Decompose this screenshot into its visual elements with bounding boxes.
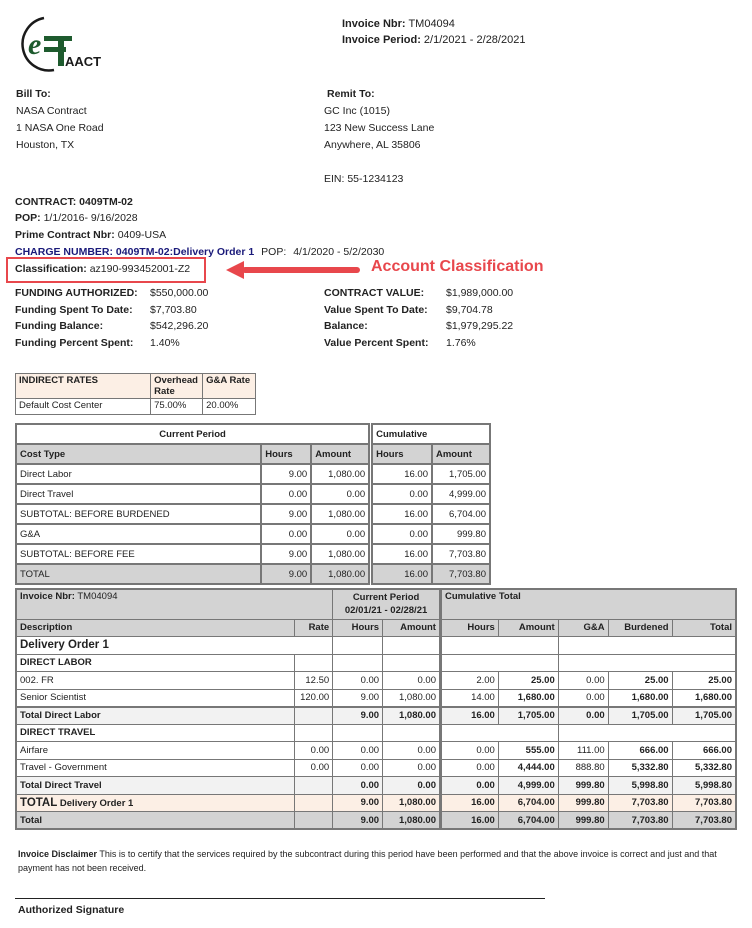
signature-line xyxy=(15,898,545,899)
group-title-row: Delivery Order 1 xyxy=(16,637,736,655)
contract-value-block xyxy=(324,285,513,351)
prime-contract-nbr: Prime Contract Nbr: 0409-USA xyxy=(15,229,167,241)
table-header-row: Current Period Cumulative xyxy=(16,424,490,444)
contract-value-row: CONTRACT VALUE: $1,989,000.00 xyxy=(324,287,514,299)
table-row: Airfare 0.00 0.00 0.00 0.00 555.00 111.00 666.00 666.00 xyxy=(16,742,736,760)
order-total-row: TOTAL Delivery Order 1 9.00 1,080.00 16.00 6,704.00 999.80 7,703.80 7,703.80 xyxy=(16,794,736,812)
funding-block xyxy=(15,285,208,351)
funding-row: FUNDING AUTHORIZED: $550,000.00 xyxy=(15,287,209,299)
ein: EIN: 55-1234123 xyxy=(324,173,404,185)
contract-value-row: Value Spent To Date: $9,704.78 xyxy=(324,303,493,316)
contract-number: CONTRACT: 0409TM-02 xyxy=(15,196,133,208)
annotation-label: Account Classification xyxy=(371,258,544,275)
svg-text:e: e xyxy=(28,28,42,61)
table-row: G&A 0.00 0.00 0.00 999.80 xyxy=(16,524,490,544)
grand-total-row: Total 9.00 1,080.00 16.00 6,704.00 999.80 7,703.80 7,703.80 xyxy=(16,812,736,830)
table-row: 002. FR 12.50 0.00 0.00 2.00 25.00 0.00 25.00 25.00 xyxy=(16,672,736,690)
invoice-disclaimer: Invoice Disclaimer This is to certify that the services required by the subcontract during this period have been performed and that the above invoice is correct and just and that payment has not been received. xyxy=(18,849,717,873)
arrow-left-icon xyxy=(226,260,362,283)
table-row: SUBTOTAL: BEFORE BURDENED 9.00 1,080.00 16.00 6,704.00 xyxy=(16,504,490,524)
subtotal-row: Total Direct Travel 0.00 0.00 0.00 4,999.00 999.80 5,998.80 5,998.80 xyxy=(16,777,736,795)
classification: Classification: az190-993452001-Z2 xyxy=(15,263,191,275)
bill-to-label: Bill To: xyxy=(16,88,51,100)
table-header-row: Invoice Nbr: TM04094 Current Period 02/01/21 - 02/28/21 Cumulative Total xyxy=(16,589,736,619)
table-row: Direct Travel 0.00 0.00 0.00 4,999.00 xyxy=(16,484,490,504)
indirect-rates-table xyxy=(15,373,256,415)
table-row: SUBTOTAL: BEFORE FEE 9.00 1,080.00 16.00 7,703.80 xyxy=(16,544,490,564)
summary-table xyxy=(15,423,491,585)
contract-pop: POP: 1/1/2016- 9/16/2028 xyxy=(15,212,138,224)
remit-to: Remit To: GC Inc (1015) 123 New Success Lane Anywhere, AL 35806 EIN: 55-1234123 xyxy=(324,86,434,188)
subtotal-row: Total Direct Labor 9.00 1,080.00 16.00 1,705.00 0.00 1,705.00 1,705.00 xyxy=(16,707,736,725)
contract-value-row: Value Percent Spent: 1.76% xyxy=(324,336,476,349)
table-header-row: Cost Type Hours Amount Hours Amount xyxy=(16,444,490,464)
section-row: DIRECT TRAVEL xyxy=(16,724,736,742)
table-row: Direct Labor 9.00 1,080.00 16.00 1,705.00 xyxy=(16,464,490,484)
section-row: DIRECT LABOR xyxy=(16,654,736,672)
svg-text:AACT: AACT xyxy=(65,54,102,69)
charge-number: CHARGE NUMBER: 0409TM-02:Delivery Order 1 POP: 4/1/2020 - 5/2/2030 xyxy=(15,246,385,258)
efaact-logo xyxy=(14,14,104,72)
detail-table xyxy=(15,588,737,830)
contract-value-row: Balance: $1,979,295.22 xyxy=(324,320,514,332)
funding-row: Funding Balance: $542,296.20 xyxy=(15,320,209,332)
table-row: Travel - Government 0.00 0.00 0.00 0.00 4,444.00 888.80 5,332.80 5,332.80 xyxy=(16,759,736,777)
table-header-row: Description Rate Hours Amount Hours Amount G&A Burdened Total xyxy=(16,619,736,637)
invoice-nbr: Invoice Nbr: TM04094 xyxy=(342,18,455,30)
bill-to: Bill To: NASA Contract 1 NASA One Road Houston, TX xyxy=(16,88,104,151)
funding-row: Funding Spent To Date: $7,703.80 xyxy=(15,303,197,316)
table-header-row: INDIRECT RATES Overhead Rate G&A Rate xyxy=(16,374,256,399)
invoice-period: Invoice Period: 2/1/2021 - 2/28/2021 xyxy=(342,34,526,46)
remit-to-label: Remit To: xyxy=(327,88,375,100)
table-row: Senior Scientist 120.00 9.00 1,080.00 14.00 1,680.00 0.00 1,680.00 1,680.00 xyxy=(16,689,736,707)
funding-row: Funding Percent Spent: 1.40% xyxy=(15,336,180,349)
authorized-signature-label: Authorized Signature xyxy=(18,904,125,916)
table-total-row: TOTAL 9.00 1,080.00 16.00 7,703.80 xyxy=(16,564,490,584)
table-row: Default Cost Center 75.00% 20.00% xyxy=(16,399,256,415)
